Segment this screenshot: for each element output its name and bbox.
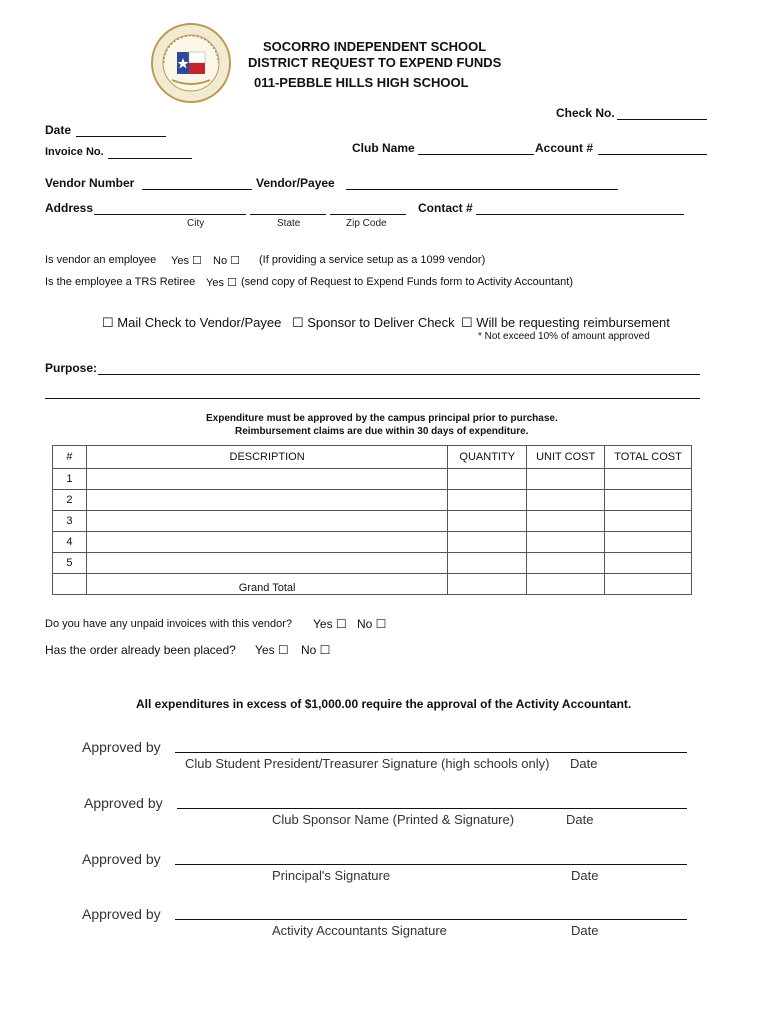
vendor-payee-field[interactable] bbox=[346, 189, 618, 190]
invoice-no-field[interactable] bbox=[108, 158, 192, 159]
signature-date-caption: Date bbox=[566, 812, 594, 827]
row-number: 4 bbox=[53, 532, 87, 553]
account-label: Account # bbox=[535, 141, 594, 155]
grand-total-unit-cost-cell[interactable] bbox=[527, 574, 605, 595]
vendor-employee-yes-checkbox[interactable]: Yes ☐ bbox=[171, 255, 202, 267]
description-cell[interactable] bbox=[86, 469, 447, 490]
column-header-description: DESCRIPTION bbox=[86, 446, 447, 469]
unpaid-invoices-yes-checkbox[interactable]: Yes ☐ bbox=[313, 617, 347, 631]
invoice-no-label: Invoice No. bbox=[45, 146, 104, 158]
approved-by-label: Approved by bbox=[82, 906, 161, 922]
approved-by-label: Approved by bbox=[82, 851, 161, 867]
club-sponsor-caption: Club Sponsor Name (Printed & Signature) bbox=[272, 812, 515, 827]
purpose-field-line-2[interactable] bbox=[45, 398, 700, 399]
activity-accountant-caption: Activity Accountants Signature bbox=[272, 923, 447, 938]
column-header-quantity: QUANTITY bbox=[448, 446, 527, 469]
description-cell[interactable] bbox=[86, 553, 447, 574]
principal-caption: Principal's Signature bbox=[272, 868, 391, 883]
grand-total-blank bbox=[53, 574, 87, 595]
total-cost-cell[interactable] bbox=[605, 511, 692, 532]
table-row bbox=[53, 532, 692, 553]
mail-check-option[interactable]: ☐ Mail Check to Vendor/Payee bbox=[102, 315, 282, 330]
header-district-name: SOCORRO INDEPENDENT SCHOOL bbox=[263, 39, 487, 54]
grand-total-quantity-cell[interactable] bbox=[448, 574, 527, 595]
description-cell[interactable] bbox=[86, 532, 447, 553]
column-header-unit-cost: UNIT COST bbox=[527, 446, 605, 469]
address-state-field[interactable] bbox=[250, 214, 326, 215]
vendor-number-label: Vendor Number bbox=[45, 176, 135, 190]
approved-by-label: Approved by bbox=[84, 795, 163, 811]
signature-date-caption: Date bbox=[571, 923, 599, 938]
club-name-label: Club Name bbox=[352, 141, 415, 155]
grand-total-label: Grand Total bbox=[86, 574, 447, 595]
vendor-number-field[interactable] bbox=[142, 189, 252, 190]
total-cost-cell[interactable] bbox=[605, 532, 692, 553]
purpose-field-line-1[interactable] bbox=[98, 374, 700, 375]
order-placed-yes-checkbox[interactable]: Yes ☐ bbox=[255, 643, 289, 657]
row-number: 2 bbox=[53, 490, 87, 511]
state-caption: State bbox=[277, 218, 301, 229]
table-row bbox=[53, 490, 692, 511]
grand-total-row bbox=[53, 574, 692, 595]
expenditure-table bbox=[52, 445, 692, 595]
vendor-payee-label: Vendor/Payee bbox=[256, 176, 335, 190]
unpaid-invoices-question: Do you have any unpaid invoices with this vendor? bbox=[45, 618, 293, 630]
check-no-label: Check No. bbox=[556, 106, 615, 120]
row-number: 3 bbox=[53, 511, 87, 532]
quantity-cell[interactable] bbox=[448, 511, 527, 532]
contact-field[interactable] bbox=[476, 214, 684, 215]
unit-cost-cell[interactable] bbox=[527, 511, 605, 532]
unpaid-invoices-no-checkbox[interactable]: No ☐ bbox=[357, 617, 387, 631]
unit-cost-cell[interactable] bbox=[527, 553, 605, 574]
row-number: 5 bbox=[53, 553, 87, 574]
total-cost-cell[interactable] bbox=[605, 553, 692, 574]
club-sponsor-signature-line[interactable] bbox=[177, 808, 687, 809]
quantity-cell[interactable] bbox=[448, 532, 527, 553]
address-label: Address bbox=[45, 201, 94, 215]
trs-retiree-note: (send copy of Request to Expend Funds form to Activity Accountant) bbox=[241, 276, 574, 288]
header-school-name: 011-PEBBLE HILLS HIGH SCHOOL bbox=[254, 75, 469, 90]
check-no-field[interactable] bbox=[617, 119, 707, 120]
signature-date-caption: Date bbox=[570, 756, 598, 771]
header-form-title: DISTRICT REQUEST TO EXPEND FUNDS bbox=[248, 55, 502, 70]
total-cost-cell[interactable] bbox=[605, 469, 692, 490]
unit-cost-cell[interactable] bbox=[527, 469, 605, 490]
column-header-total-cost: TOTAL COST bbox=[605, 446, 692, 469]
table-row bbox=[53, 553, 692, 574]
unit-cost-cell[interactable] bbox=[527, 490, 605, 511]
approval-notice-line-2: Reimbursement claims are due within 30 days of expenditure. bbox=[235, 426, 529, 437]
activity-accountant-signature-line[interactable] bbox=[175, 919, 687, 920]
trs-retiree-question: Is the employee a TRS Retiree bbox=[45, 276, 196, 288]
address-street-field[interactable] bbox=[94, 214, 246, 215]
description-cell[interactable] bbox=[86, 511, 447, 532]
quantity-cell[interactable] bbox=[448, 469, 527, 490]
address-zip-field[interactable] bbox=[330, 214, 406, 215]
signature-date-caption: Date bbox=[571, 868, 599, 883]
unit-cost-cell[interactable] bbox=[527, 532, 605, 553]
activity-accountant-approval-note: All expenditures in excess of $1,000.00 require the approval of the Activity Accountant. bbox=[136, 697, 632, 711]
student-president-signature-line[interactable] bbox=[175, 752, 687, 753]
total-cost-cell[interactable] bbox=[605, 490, 692, 511]
column-header-number: # bbox=[53, 446, 87, 469]
vendor-employee-no-checkbox[interactable]: No ☐ bbox=[213, 255, 240, 267]
order-placed-question: Has the order already been placed? bbox=[45, 643, 236, 657]
quantity-cell[interactable] bbox=[448, 490, 527, 511]
date-field[interactable] bbox=[76, 136, 166, 137]
club-name-field[interactable] bbox=[418, 154, 534, 155]
trs-retiree-yes-checkbox[interactable]: Yes ☐ bbox=[206, 277, 237, 289]
approval-notice-line-1: Expenditure must be approved by the campus principal prior to purchase. bbox=[206, 413, 558, 424]
zip-caption: Zip Code bbox=[346, 218, 387, 229]
grand-total-total-cost-cell[interactable] bbox=[605, 574, 692, 595]
description-cell[interactable] bbox=[86, 490, 447, 511]
city-caption: City bbox=[187, 218, 205, 229]
vendor-employee-question: Is vendor an employee bbox=[45, 254, 157, 266]
service-1099-note: (If providing a service setup as a 1099 vendor) bbox=[259, 254, 486, 266]
contact-label: Contact # bbox=[418, 201, 473, 215]
sponsor-deliver-option[interactable]: ☐ Sponsor to Deliver Check bbox=[292, 315, 455, 330]
date-label: Date bbox=[45, 123, 72, 137]
account-field[interactable] bbox=[598, 154, 707, 155]
not-exceed-note: * Not exceed 10% of amount approved bbox=[478, 331, 650, 342]
student-president-caption: Club Student President/Treasurer Signature (high schools only) bbox=[185, 756, 550, 771]
table-row bbox=[53, 469, 692, 490]
order-placed-no-checkbox[interactable]: No ☐ bbox=[301, 643, 331, 657]
district-seal-logo bbox=[150, 22, 232, 104]
approved-by-label: Approved by bbox=[82, 739, 161, 755]
table-header-row bbox=[53, 446, 692, 469]
quantity-cell[interactable] bbox=[448, 553, 527, 574]
row-number: 1 bbox=[53, 469, 87, 490]
principal-signature-line[interactable] bbox=[175, 864, 687, 865]
reimbursement-option[interactable]: ☐ Will be requesting reimbursement bbox=[461, 315, 670, 330]
purpose-label: Purpose: bbox=[45, 361, 98, 375]
table-row bbox=[53, 511, 692, 532]
